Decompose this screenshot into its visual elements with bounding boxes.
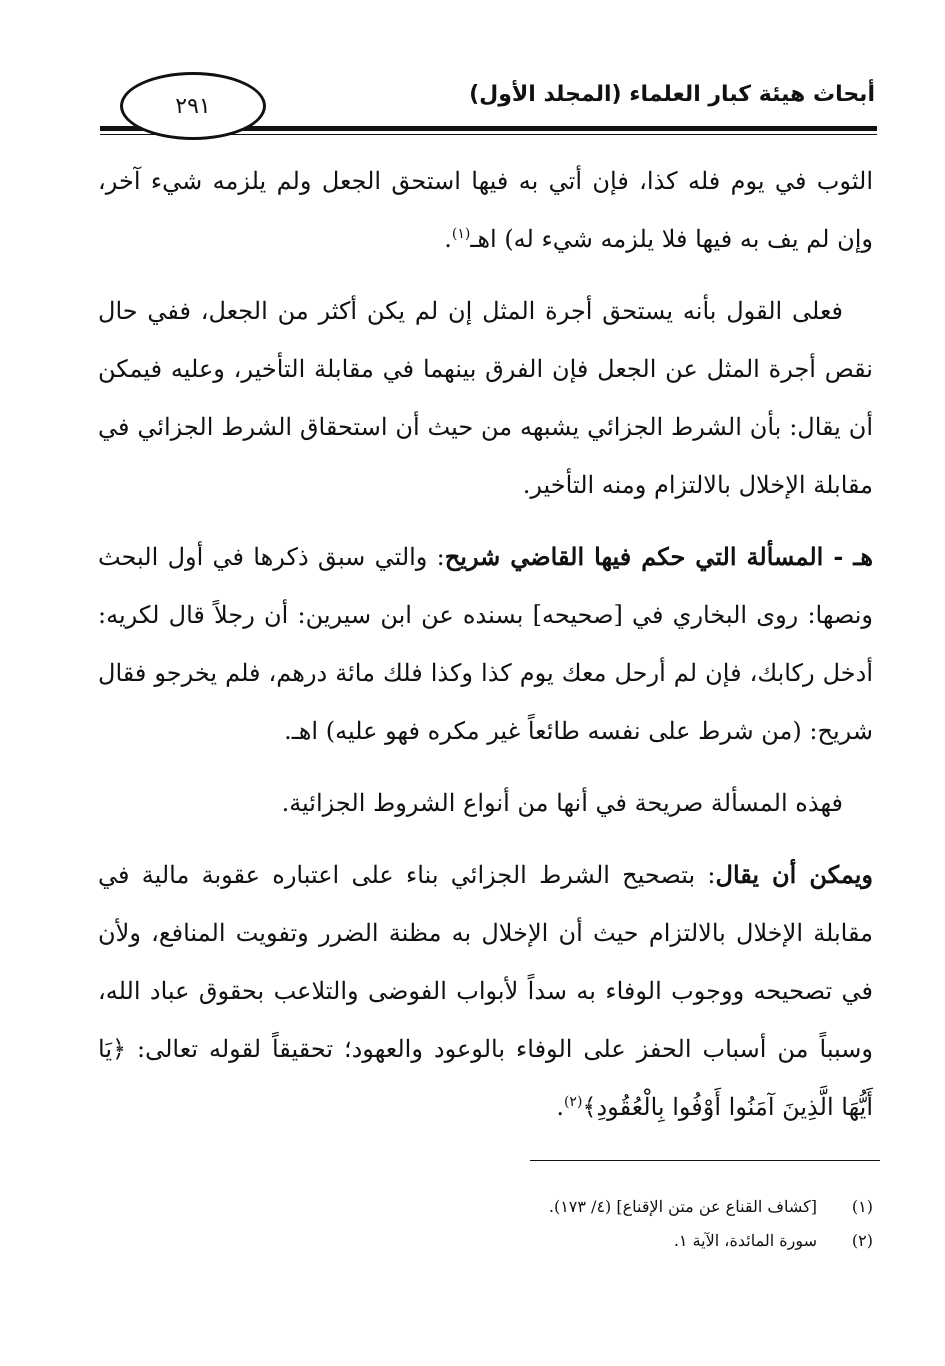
paragraph-5-text: : بتصحيح الشرط الجزائي بناء على اعتباره عقوبة مالية في مقابلة الإخلال بالالتزام حيث أن الإخلال به مظنة الضرر وتفويت المنافع، ولأن في تصحيحه ووجوب الوفاء به سداً لأبواب الفوضى والتلاعب بحقوق عباد الله، وسبباً من أسباب الحفز على الوفاء بالوعود والعهود؛ تحقيقاً لقوله تعالى: ﴿يَا أَيُّهَا الَّذِينَ آمَنُوا أَوْفُوا بِالْعُقُودِ﴾ xyxy=(98,861,873,1121)
paragraph-3-text: : والتي سبق ذكرها في أول البحث ونصها: روى البخاري في [صحيحه] بسنده عن ابن سيرين: أن رجلاً قال لكريه: أدخل ركابك، فإن لم أرحل معك يوم كذا وكذا فلك مائة درهم، فلم يخرجو فقال شريح: (من شرط على نفسه طائعاً غير مكره فهو عليه) اهـ. xyxy=(98,543,873,745)
paragraph-1 xyxy=(98,152,873,268)
paragraph-5 xyxy=(98,846,873,1136)
paragraph-5-lead: ويمكن أن يقال xyxy=(715,860,874,889)
running-header: أبحاث هيئة كبار العلماء (المجلد الأول) xyxy=(469,82,875,107)
paragraph-3 xyxy=(98,528,873,760)
footnote-2 xyxy=(173,1224,873,1258)
page-number: ٢٩١ xyxy=(175,93,211,119)
footnote-ref-2: (٢) xyxy=(563,1094,583,1110)
footnote-number: (٢) xyxy=(851,1231,873,1250)
footnote-ref-1: (١) xyxy=(451,226,471,242)
footnote-text: [كشاف القناع عن متن الإقناع] (٤/ ١٧٣). xyxy=(548,1197,817,1216)
footnote-1 xyxy=(173,1190,873,1224)
footnote-separator xyxy=(530,1160,880,1161)
section-heading-he: هـ - المسألة التي حكم فيها القاضي شريح xyxy=(444,542,873,571)
footnote-text: سورة المائدة، الآية ١. xyxy=(673,1231,817,1250)
paragraph-1-end: . xyxy=(444,225,452,253)
paragraph-5-end: . xyxy=(556,1093,564,1121)
page-number-oval xyxy=(120,72,266,140)
paragraph-4: فهذه المسألة صريحة في أنها من أنواع الشروط الجزائية. xyxy=(281,789,843,817)
body-text xyxy=(98,152,873,1150)
paragraph-1-text: الثوب في يوم فله كذا، فإن أتي به فيها استحق الجعل ولم يلزمه شيء آخر، وإن لم يف به فيها فلا يلزمه شيء له) اهـ xyxy=(98,167,873,253)
paragraph-2: فعلى القول بأنه يستحق أجرة المثل إن لم يكن أكثر من الجعل، ففي حال نقص أجرة المثل عن الجعل فإن الفرق بينهما في مقابلة التأخير، وعليه فيمكن أن يقال: بأن الشرط الجزائي يشبهه من حيث أن استحقاق الشرط الجزائي في مقابلة الإخلال بالالتزام ومنه التأخير. xyxy=(98,297,873,499)
footnotes xyxy=(173,1190,873,1258)
footnote-number: (١) xyxy=(851,1197,873,1216)
